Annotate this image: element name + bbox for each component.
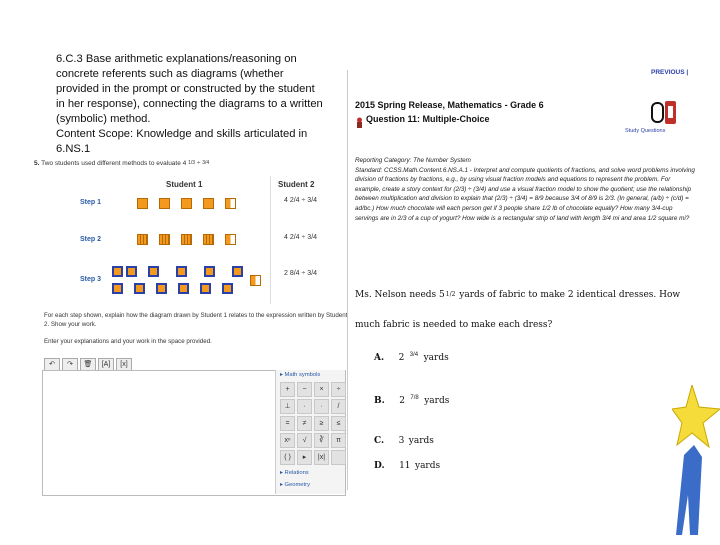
dot-key[interactable]: ·: [297, 399, 312, 414]
whole-square: [137, 198, 148, 209]
prompt-fraction: 1/3: [188, 159, 196, 166]
student-1-header: Student 1: [166, 180, 203, 189]
grouped-square: [126, 266, 137, 277]
prompt-divide: ÷: [196, 160, 201, 167]
quartered-square: [137, 234, 148, 245]
sqrt-key[interactable]: √: [297, 433, 312, 448]
caption-line: 6.C.3 Base arithmetic explanations/reasoning on: [56, 53, 297, 65]
math-symbols-title[interactable]: ▸ Math symbols: [280, 372, 321, 378]
grouped-square: [112, 283, 123, 294]
caption-line: provided in the prompt or constructed by the student: [56, 83, 315, 95]
paren-key[interactable]: ( ): [280, 450, 295, 465]
standard-description: [355, 156, 695, 223]
grouped-square: [112, 266, 123, 277]
caption-line: (symbolic) method.: [56, 113, 151, 125]
geq-key[interactable]: ≥: [314, 416, 329, 431]
question-title: Question 11: Multiple-Choice: [366, 114, 490, 124]
option-whole: 3: [398, 436, 405, 446]
column-divider: [270, 176, 345, 304]
study-questions-link[interactable]: Study Questions: [625, 128, 666, 134]
question-5-prompt: [34, 160, 209, 167]
math-symbols-panel: [275, 370, 345, 494]
option-c[interactable]: [374, 430, 434, 448]
divide-key[interactable]: ÷: [331, 382, 346, 397]
prompt-fraction-2: 3/4: [202, 159, 210, 166]
option-whole: 2: [399, 396, 405, 406]
student-2-step-2: 4 2/4 ÷ 3/4: [284, 234, 318, 241]
option-whole: 2: [398, 353, 405, 363]
grouped-square: [204, 266, 215, 277]
half-square: [225, 198, 236, 209]
abs-key[interactable]: |x|: [314, 450, 329, 465]
option-unit: yards: [424, 396, 450, 406]
undo-icon[interactable]: ↶: [44, 358, 60, 372]
instruction-text: For each step shown, explain how the diagram drawn by Student 1 relates to the expression written by Student 2. Show your work.: [44, 312, 348, 328]
half-square: [250, 275, 261, 286]
star-figure-icon: [672, 385, 720, 540]
option-unit: yards: [414, 461, 441, 471]
grouped-square: [134, 283, 145, 294]
option-letter: B.: [374, 396, 385, 406]
stem-part-a: Ms. Nelson needs 5: [355, 290, 445, 300]
option-unit: yards: [408, 436, 434, 446]
cbrt-key[interactable]: ∛: [314, 433, 329, 448]
equals-key[interactable]: =: [280, 416, 295, 431]
whole-square: [203, 198, 214, 209]
grouped-square: [232, 266, 243, 277]
grouped-square: [156, 283, 167, 294]
reporting-category: Reporting Category: The Number System: [355, 157, 471, 164]
grouped-square: [176, 266, 187, 277]
blank-key[interactable]: [331, 450, 346, 465]
grade-6-icon: [650, 100, 678, 126]
step-1-label: Step 1: [80, 199, 102, 206]
step-2-label: Step 2: [80, 236, 102, 243]
caption-line: in her response), connecting the diagrams to a written: [56, 98, 323, 110]
previous-link[interactable]: PREVIOUS |: [651, 69, 689, 76]
caption-line: concrete referents such as diagrams (whether: [56, 68, 284, 80]
question-number: 5.: [34, 160, 40, 167]
whole-square: [181, 198, 192, 209]
quartered-square: [203, 234, 214, 245]
not-equal-key[interactable]: ≠: [297, 416, 312, 431]
perp-key[interactable]: ⊥: [280, 399, 295, 414]
caption-text: [56, 52, 346, 157]
slash-key[interactable]: /: [331, 399, 346, 414]
student-2-step-3: 2 8/4 ÷ 3/4: [284, 270, 318, 277]
minus-key[interactable]: −: [297, 382, 312, 397]
question-stem: [355, 280, 690, 340]
student-2-header: Student 2: [278, 180, 315, 189]
grouped-square: [178, 283, 189, 294]
stem-part-b: yards of fabric to make 2 identical dresses. How much fabric is needed to make each dress?: [355, 290, 681, 330]
plus-key[interactable]: +: [280, 382, 295, 397]
question-icon: [355, 115, 364, 126]
leq-key[interactable]: ≤: [331, 416, 346, 431]
stem-fraction: 1/2: [445, 291, 456, 298]
question-text: Two students used different methods to evaluate 4: [41, 160, 187, 167]
redo-icon[interactable]: ↷: [62, 358, 78, 372]
whole-square: [159, 198, 170, 209]
option-letter: A.: [374, 353, 385, 363]
caption-line: Content Scope: Knowledge and skills articulated in: [56, 128, 308, 140]
format-button[interactable]: [A]: [98, 358, 114, 372]
option-d[interactable]: [374, 455, 440, 473]
standard-text: Standard: CCSS.Math.Content.6.NS.A.1 - Interpret and compute quotients of fractions, and solve word problems involving division of fractions by fractions, e.g., by using visual fraction models and equations to represent the problem. For example, create a story context for (2/3) ÷ (3/4) and use a visual fraction model to show the quotient; use the relationship between multiplication and division to explain that (2/3) ÷ (3/4) = 8/9 because 3/4 of 8/9 is 2/3. (In general, (a/b) ÷ (c/d) = ad/bc.) How much chocolate will each person get if 3 people share 1/2 lb of chocolate equally? How many 3/4-cup servings are in 2/3 of a cup of yogurt? How wide is a rectangular strip of land with length 3/4 mi and area 1/2 square mi?: [355, 166, 695, 222]
half-square: [225, 234, 236, 245]
grouped-square: [148, 266, 159, 277]
option-letter: D.: [374, 461, 385, 471]
geometry-link[interactable]: ▸ Geometry: [280, 482, 310, 488]
grouped-square: [222, 283, 233, 294]
arrow-key[interactable]: ▸: [297, 450, 312, 465]
step-3-label: Step 3: [80, 276, 102, 283]
quartered-square: [159, 234, 170, 245]
clear-format-button[interactable]: [x]: [116, 358, 132, 372]
option-a[interactable]: [374, 347, 449, 365]
release-title: 2015 Spring Release, Mathematics - Grade 6: [355, 100, 544, 110]
student-2-step-1: 4 2/4 ÷ 3/4: [284, 197, 318, 204]
relations-link[interactable]: ▸ Relations: [280, 470, 309, 476]
quartered-square: [181, 234, 192, 245]
caption-line: 6.NS.1: [56, 143, 91, 155]
option-whole: 11: [399, 461, 411, 471]
instruction-text-2: Enter your explanations and your work in the space provided.: [44, 338, 212, 345]
grouped-square: [200, 283, 211, 294]
option-fraction: 7/8: [410, 395, 419, 402]
dot-key-2[interactable]: ·: [314, 399, 329, 414]
delete-icon[interactable]: 🗑: [80, 358, 96, 372]
option-unit: yards: [423, 353, 449, 363]
times-key[interactable]: ×: [314, 382, 329, 397]
pi-key[interactable]: π: [331, 433, 346, 448]
option-letter: C.: [374, 436, 385, 446]
option-b[interactable]: [374, 390, 449, 408]
power-key[interactable]: xⁿ: [280, 433, 295, 448]
option-fraction: 3/4: [409, 352, 419, 359]
